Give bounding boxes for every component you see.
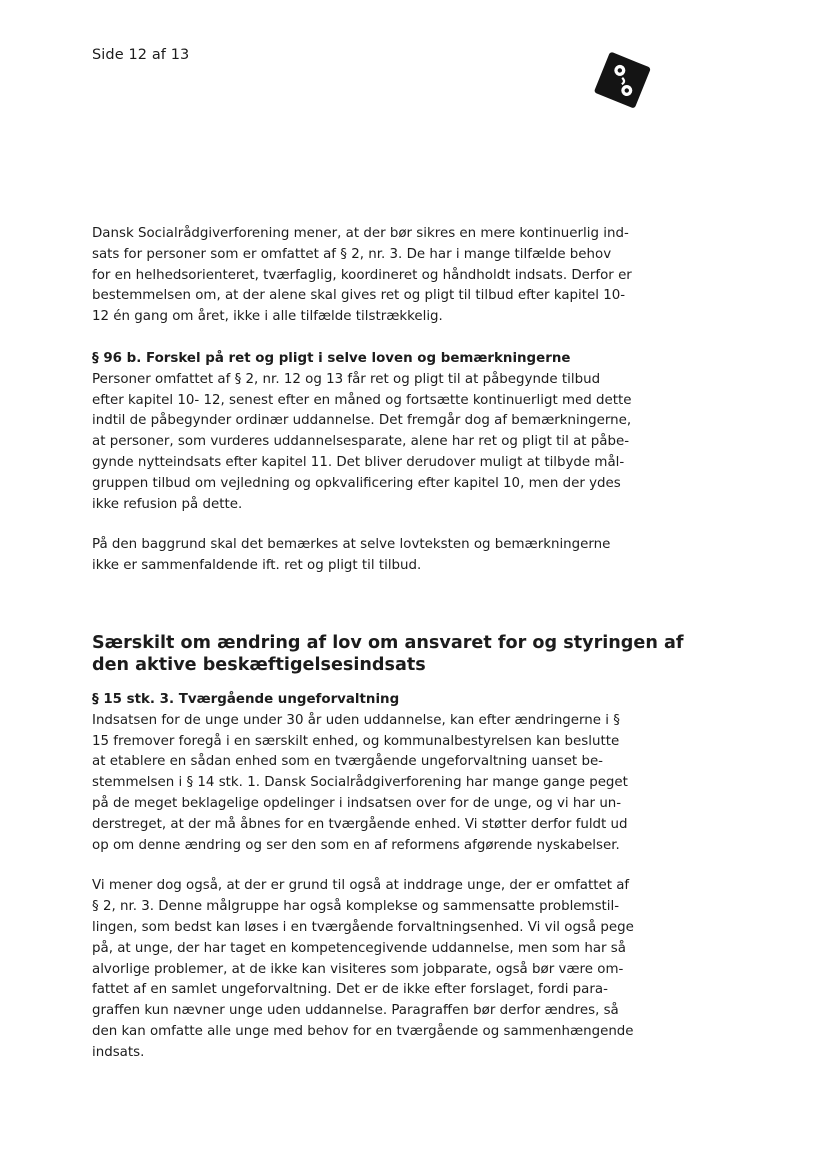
- text-line: for en helhedsorienteret, tværfaglig, koordineret og håndholdt indsats. Derfor er: [92, 267, 632, 283]
- text-line: Vi mener dog også, at der er grund til også at inddrage unge, der er omfattet af: [92, 878, 630, 894]
- text-line: Dansk Socialrådgiverforening mener, at der bør sikres en mere kontinuerlig ind-: [92, 226, 629, 241]
- document-body: [92, 224, 684, 1064]
- section-96b-note-paragraph: [92, 535, 672, 577]
- text-line: stemmelsen i § 14 stk. 1. Dansk Socialrådgiverforening har mange gange peget: [92, 775, 628, 791]
- text-line: graffen kun nævner unge uden uddannelse. Paragraffen bør derfor ændres, så: [92, 1003, 619, 1019]
- text-line: bestemmelsen om, at der alene skal gives ret og pligt til tilbud efter kapitel 10-: [92, 288, 626, 304]
- text-line: ikke er sammenfaldende ift. ret og pligt til tilbud.: [92, 558, 422, 574]
- text-line: den kan omfatte alle unge med behov for en tværgående og sammenhængende: [92, 1023, 634, 1039]
- text-line: efter kapitel 10- 12, senest efter en måned og fortsætte kontinuerligt med dette: [92, 392, 632, 408]
- text-line: Personer omfattet af § 2, nr. 12 og 13 får ret og pligt til at påbegynde tilbud: [92, 371, 601, 387]
- section-15-paragraph: [92, 711, 672, 857]
- intro-paragraph: [92, 224, 672, 328]
- text-line: indtil de påbegynder ordinær uddannelse. Det fremgår dog af bemærkningerne,: [92, 413, 632, 429]
- text-line: 12 én gang om året, ikke i alle tilfælde tilstrækkelig.: [92, 309, 443, 325]
- text-line: gruppen tilbud om vejledning og opkvalificering efter kapitel 10, men der ydes: [92, 475, 621, 491]
- text-line: på, at unge, der har taget en kompetencegivende uddannelse, men som har så: [92, 940, 626, 956]
- text-line: fattet af en samlet ungeforvaltning. Det er de ikke efter forslaget, fordi para-: [92, 982, 608, 998]
- text-line: at personer, som vurderes uddannelsesparate, alene har ret og pligt til at påbe-: [92, 434, 630, 450]
- section-15-second-paragraph: [92, 876, 672, 1063]
- heading-line: Særskilt om ændring af lov om ansvaret for og styringen af: [92, 632, 684, 653]
- text-line: på de meget beklagelige opdelinger i indsatsen over for de unge, og vi har un-: [92, 795, 622, 811]
- text-line: Indsatsen for de unge under 30 år uden uddannelse, kan efter ændringerne i §: [92, 712, 620, 728]
- section-heading-15: § 15 stk. 3. Tværgående ungeforvaltning: [92, 691, 400, 707]
- chapter-heading: [92, 632, 684, 676]
- text-line: ikke refusion på dette.: [92, 496, 243, 512]
- text-line: lingen, som bedst kan løses i en tværgående forvaltningsenhed. Vi vil også pege: [92, 919, 634, 935]
- text-line: alvorlige problemer, at de ikke kan visiteres som jobparate, også bør være om-: [92, 961, 624, 977]
- heading-line: den aktive beskæftigelsesindsats: [92, 654, 426, 675]
- dansk-socialraadgiverforening-logo-icon: [590, 52, 654, 110]
- text-line: På den baggrund skal det bemærkes at selve lovteksten og bemærkningerne: [92, 537, 611, 553]
- section-96b-paragraph: [92, 370, 672, 516]
- text-line: derstreget, at der må åbnes for en tværgående enhed. Vi støtter derfor fuldt ud: [92, 816, 628, 832]
- text-line: § 2, nr. 3. Denne målgruppe har også komplekse og sammensatte problemstil-: [92, 899, 620, 915]
- text-line: indsats.: [92, 1044, 145, 1060]
- text-line: 15 fremover foregå i en særskilt enhed, og kommunalbestyrelsen kan beslutte: [92, 733, 620, 749]
- page-number: Side 12 af 13: [92, 47, 190, 63]
- text-line: gynde nytteindsats efter kapitel 11. Det bliver derudover muligt at tilbyde mål-: [92, 454, 625, 470]
- text-line: sats for personer som er omfattet af § 2, nr. 3. De har i mange tilfælde behov: [92, 246, 612, 262]
- section-heading-96b: § 96 b. Forskel på ret og pligt i selve loven og bemærkningerne: [92, 350, 571, 366]
- text-line: at etablere en sådan enhed som en tværgående ungeforvaltning uanset be-: [92, 754, 604, 770]
- text-line: op om denne ændring og ser den som en af reformens afgørende nyskabelser.: [92, 837, 620, 853]
